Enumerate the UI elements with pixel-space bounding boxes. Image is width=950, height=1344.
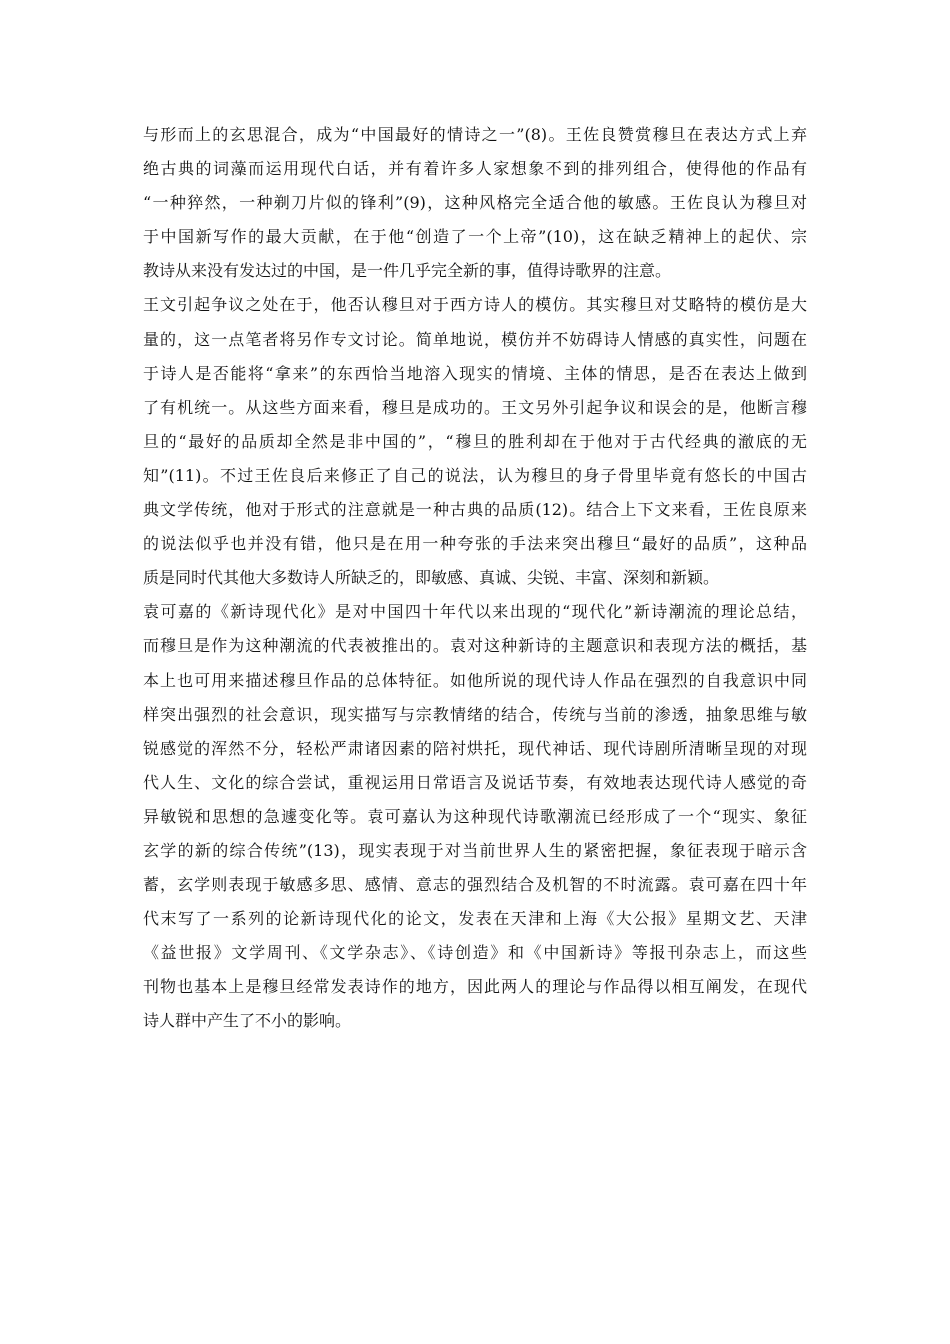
text-line: 玄学的新的综合传统”(13)，现实表现于对当前世界人生的紧密把握，象征表现于暗示含 (143, 840, 807, 860)
text-line: 质是同时代其他大多数诗人所缺乏的，即敏感、真诚、尖锐、丰富、深刻和新颖。 (143, 568, 720, 588)
paragraph-1 (143, 118, 807, 288)
text-line: 王文引起争议之处在于，他否认穆旦对于西方诗人的模仿。其实穆旦对艾略特的模仿是大 (143, 295, 807, 315)
text-line: 诗人群中产生了不小的影响。 (143, 1011, 352, 1031)
paragraph-3 (143, 595, 807, 1038)
text-line: 刊物也基本上是穆旦经常发表诗作的地方，因此两人的理论与作品得以相互阐发，在现代 (143, 977, 807, 997)
text-line: 典文学传统，他对于形式的注意就是一种古典的品质(12)。结合上下文来看，王佐良原来 (143, 500, 807, 520)
paragraph-2 (143, 288, 807, 595)
text-line: 样突出强烈的社会意识，现实描写与宗教情绪的结合，传统与当前的渗透，抽象思维与敏 (143, 704, 807, 724)
text-line: 本上也可用来描述穆旦作品的总体特征。如他所说的现代诗人作品在强烈的自我意识中同 (143, 670, 807, 690)
text-line: 的说法似乎也并没有错，他只是在用一种夸张的手法来突出穆旦“最好的品质”，这种品 (143, 534, 807, 554)
document-body (143, 118, 807, 1039)
text-line: 绝古典的词藻而运用现代白话，并有着许多人家想象不到的排列组合，使得他的作品有 (143, 159, 807, 179)
text-line: 知”(11)。不过王佐良后来修正了自己的说法，认为穆旦的身子骨里毕竟有悠长的中国古 (143, 465, 807, 485)
text-line: 旦的“最好的品质却全然是非中国的”，“穆旦的胜利却在于他对于古代经典的澈底的无 (143, 431, 807, 451)
text-line: 了有机统一。从这些方面来看，穆旦是成功的。王文另外引起争议和误会的是，他断言穆 (143, 397, 807, 417)
text-line: 与形而上的玄思混合，成为“中国最好的情诗之一”(8)。王佐良赞赏穆旦在表达方式上弃 (143, 125, 807, 144)
text-line: 于诗人是否能将“拿来”的东西恰当地溶入现实的情境、主体的情思，是否在表达上做到 (143, 363, 807, 383)
text-line: 教诗从来没有发达过的中国，是一件几乎完全新的事，值得诗歌界的注意。 (143, 261, 672, 281)
text-line: 异敏锐和思想的急遽变化等。袁可嘉认为这种现代诗歌潮流已经形成了一个“现实、象征 (143, 806, 807, 826)
text-line: 代人生、文化的综合尝试，重视运用日常语言及说话节奏，有效地表达现代诗人感觉的奇 (143, 772, 807, 792)
text-line: 量的，这一点笔者将另作专文讨论。简单地说，模仿并不妨碍诗人情感的真实性，问题在 (143, 329, 807, 349)
text-line: 袁可嘉的《新诗现代化》是对中国四十年代以来出现的“现代化”新诗潮流的理论总结， (143, 602, 807, 622)
text-line: 于中国新写作的最大贡献，在于他“创造了一个上帝”(10)，这在缺乏精神上的起伏、宗 (143, 227, 807, 247)
text-line: “一种猝然，一种剃刀片似的锋利”(9)，这种风格完全适合他的敏感。王佐良认为穆旦对 (143, 193, 807, 213)
text-line: 蓄，玄学则表现于敏感多思、感情、意志的强烈结合及机智的不时流露。袁可嘉在四十年 (143, 875, 807, 895)
text-line: 代末写了一系列的论新诗现代化的论文，发表在天津和上海《大公报》星期文艺、天津 (143, 909, 807, 929)
text-line: 而穆旦是作为这种潮流的代表被推出的。袁对这种新诗的主题意识和表现方法的概括，基 (143, 636, 807, 656)
text-line: 锐感觉的浑然不分，轻松严肃诸因素的陪衬烘托，现代神话、现代诗剧所清晰呈现的对现 (143, 738, 807, 758)
text-line: 《益世报》文学周刊、《文学杂志》、《诗创造》和《中国新诗》等报刊杂志上，而这些 (143, 943, 807, 963)
